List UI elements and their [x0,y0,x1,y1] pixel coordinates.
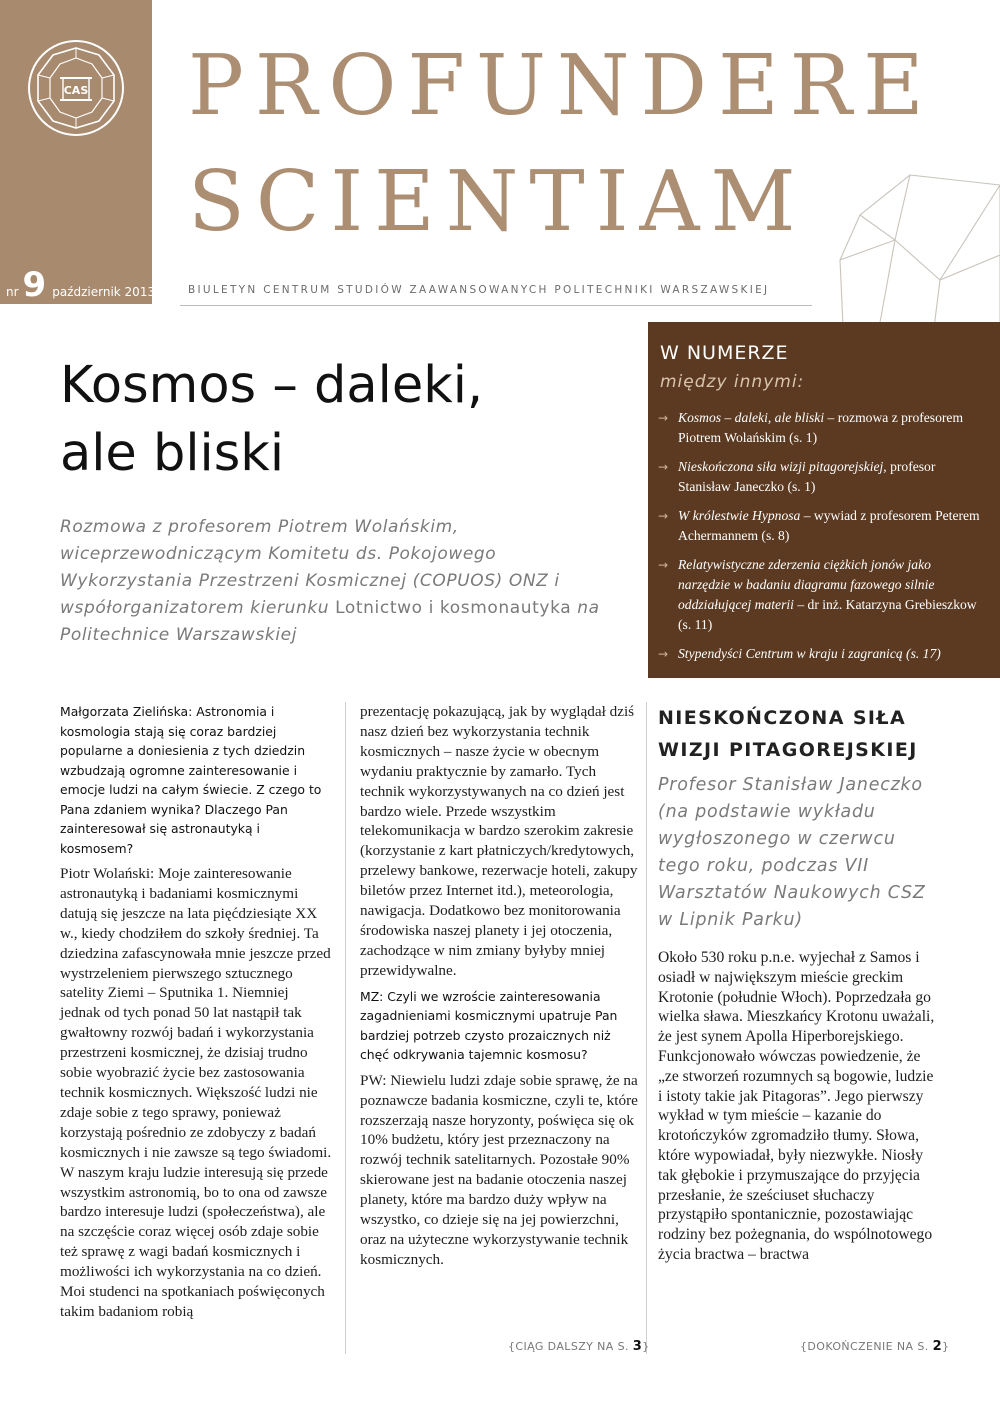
continued-page: 2 [932,1339,943,1354]
column-divider [345,702,346,1354]
lead-text-before: Rozmowa z profesorem Piotrem Wolańskim, wiceprzewodniczącym Komitetu ds. Pokojowego Wykorzystania Przestrzeni Kosmicznej (COPUOS) ONZ i współorganizatorem kierunku [60,517,560,618]
contents-subtitle: między innymi: [660,372,805,392]
contents-item[interactable] [658,408,984,448]
logo-text: CAS [63,84,89,97]
arrow-right-icon: → [658,411,669,425]
issue-date: październik 2013 [52,285,156,299]
contents-item-title: Relatywistyczne zderzenia ciężkich jonów jako narzędzie w badaniu diagramu fazowego silnie oddziałującej materii [678,557,935,612]
masthead-title-line-1: PROFUNDERE [188,37,935,134]
headline-line-1: Kosmos – daleki, [60,356,484,415]
cas-logo [26,38,126,138]
issue-number: 9 [22,265,47,305]
article-column-1 [60,702,332,1322]
continued-link[interactable]: {CIĄG DALSZY NA S. 3} [508,1339,650,1354]
contents-item-title: Kosmos – daleki, ale bliski [678,410,825,425]
contents-item-rest: – dr inż. Katarzyna Grebieszkow (s. 11) [678,597,977,632]
interview-question: Małgorzata Zielińska: Astronomia i kosmologia stają się coraz bardziej popularne a doniesienia z tych dziedzin wzbudzają ogromne zainteresowanie i emocje ludzi na całym świecie. Z czego to Pana zdaniem wynika? Dlaczego Pan zainteresował się astronautyką i kosmosem? [60,704,322,856]
lead-text-after: na Politechnice Warszawskiej [60,598,600,645]
interview-answer: Piotr Wolański: Moje zainteresowanie astronautyką i badaniami kosmicznymi datują się jeszcze na lata pięćdziesiąte XX w., kiedy chodziłem do szkoły średniej. Ta dziedzina zafascynowała mnie jeszcze przed wystrzeleniem pierwszego sztucznego satelity Ziemi – Sputnika 1. Niemniej jednak od tych ponad 50 lat nastąpił tak gwałtowny rozwój badań i wykorzystania przestrzeni kosmicznej, że dzisiaj trudno sobie wyobrazić życie bez zastosowania technik kosmicznych. Większość ludzi nie zdaje sobie z tego sprawy, ponieważ korzystają pośrednio ze zdobyczy z badań kosmicznych i nie zawsze są tego świadomi. W naszym kraju ludzie interesują się przede wszystkim astronomią, bo to ona od zawsze bardzo interesuje ludzi (społeczeństwa), ale na szczęście coraz więcej osób zdaje sobie też sprawę z wagi badań kosmicznych i możliwości ich wykorzystania na co dzień. Moi studenci na spotkaniach poświęconych takim badaniom robią [60,865,332,1320]
masthead-title-line-2: SCIENTIAM [188,153,807,250]
article-column-2 [360,702,638,1270]
issue-info [6,265,156,305]
continued-text: CIĄG DALSZY NA S. [515,1340,629,1353]
side-heading-line-2: WIZJI PITAGOREJSKIEJ [658,739,918,761]
side-heading-line-1: NIESKOŃCZONA SIŁA [658,707,907,729]
contents-item-rest: – wywiad z profesorem Peterem Achermannem (s. 8) [678,508,980,543]
article-lead [60,514,620,649]
contents-item[interactable] [658,555,984,635]
issue-prefix: nr [6,285,19,299]
lead-text-upright: Lotnictwo i kosmonautyka [335,598,572,618]
continued-text: DOKOŃCZENIE NA S. [807,1340,929,1353]
contents-item-title: Stypendyści Centrum w kraju i zagranicą (s. 17) [678,646,941,661]
header-divider [180,305,812,306]
contents-title: W NUMERZE [660,342,789,364]
arrow-right-icon: → [658,647,669,661]
interview-answer-continued: prezentację pokazującą, jak by wyglądał dziś nasz dzień bez wykorzystania technik kosmicznych – nasze życie w obecnym wydaniu praktycznie by zamarło. Tych technik wykorzystywanych na co dzień jest bardzo wiele. Przede wszystkim telekomunikacja w bardzo szerokim zakresie (korzystanie z kart płatniczych/kredytowych, przelewy bankowe, rezerwacje hoteli, zakupy biletów przez Internet itd.), meteorologia, nawigacja. Dodatkowo bez monitorowania środowiska naszej planety i jej otoczenia, zachodzące w nim zmiany byłyby mniej przewidywalne. [360,703,638,979]
headline-line-2: ale bliski [60,424,284,483]
arrow-right-icon: → [658,558,669,572]
side-article-lead: Profesor Stanisław Janeczko (na podstawie wykładu wygłoszonego w czerwcu tego roku, podczas VII Warsztatów Naukowych CSZ w Lipnik Parku) [658,775,926,930]
article-headline [60,352,650,488]
contents-item-rest: , profesor Stanisław Janeczko (s. 1) [678,459,936,494]
interview-answer: PW: Niewielu ludzi zdaje sobie sprawę, że na poznawcze badania kosmiczne, czyli te, które rozszerzają nasze horyzonty, poświęca się ok 10% budżetu, który jest przeznaczony na rozwój technik satelitarnych. Pozostałe 90% skierowane jest na badanie otoczenia naszej planety, które ma bardzo duży wpływ na wszystko, co dzieje się na jej powierzchni, oraz na użyteczne wykorzystywanie technik kosmicznych. [360,1071,638,1268]
contents-item-title: Nieskończona siła wizji pitagorejskiej [678,459,884,474]
masthead-subtitle: BIULETYN CENTRUM STUDIÓW ZAAWANSOWANYCH POLITECHNIKI WARSZAWSKIEJ [188,284,770,296]
contents-item-rest: – rozmowa z profesorem Piotrem Wolańskim (s. 1) [678,410,964,445]
continued-page: 3 [632,1339,643,1354]
contents-item[interactable] [658,506,984,546]
side-article-heading [658,702,940,766]
contents-item[interactable] [658,644,984,664]
arrow-right-icon: → [658,460,669,474]
contents-box [648,322,1000,678]
contents-item[interactable] [658,457,984,497]
interview-question: MZ: Czyli we wzroście zainteresowania zagadnieniami kosmicznymi upatruje Pan bardziej potrzeb czysto prozaicznych niż chęć odkrywania tajemnic kosmosu? [360,988,618,1063]
column-divider [646,702,647,1354]
side-article-body: Około 530 roku p.n.e. wyjechał z Samos i osiadł w największym mieście greckim Krotonie (południe Włoch). Poprzedzała go wielka sława. Mieszkańcy Krotonu uważali, że jest synem Apolla Hiperborejskiego. Funkcjonowało wówczas powiedzenie, że „ze stworzeń rozumnych są bogowie, ludzie i istoty takie jak Pitagoras”. Jego pierwszy wykład w tym mieście – kazanie do krotończyków zgromadziło tłumy. Słowa, które wypowiadał, były niezwykłe. Niosły tak głębokie i przymuszające do przyjęcia przesłanie, że sześciuset słuchaczy przystąpiło spontanicznie, pozostawiając rodziny bez pożegnania, do wspólnotowego życia bractwa – bractwa [658,949,935,1263]
side-article-column [658,702,940,1265]
arrow-right-icon: → [658,509,669,523]
contents-item-title: W królestwie Hypnosa [678,508,801,523]
continued-link[interactable]: {DOKOŃCZENIE NA S. 2} [800,1339,950,1354]
